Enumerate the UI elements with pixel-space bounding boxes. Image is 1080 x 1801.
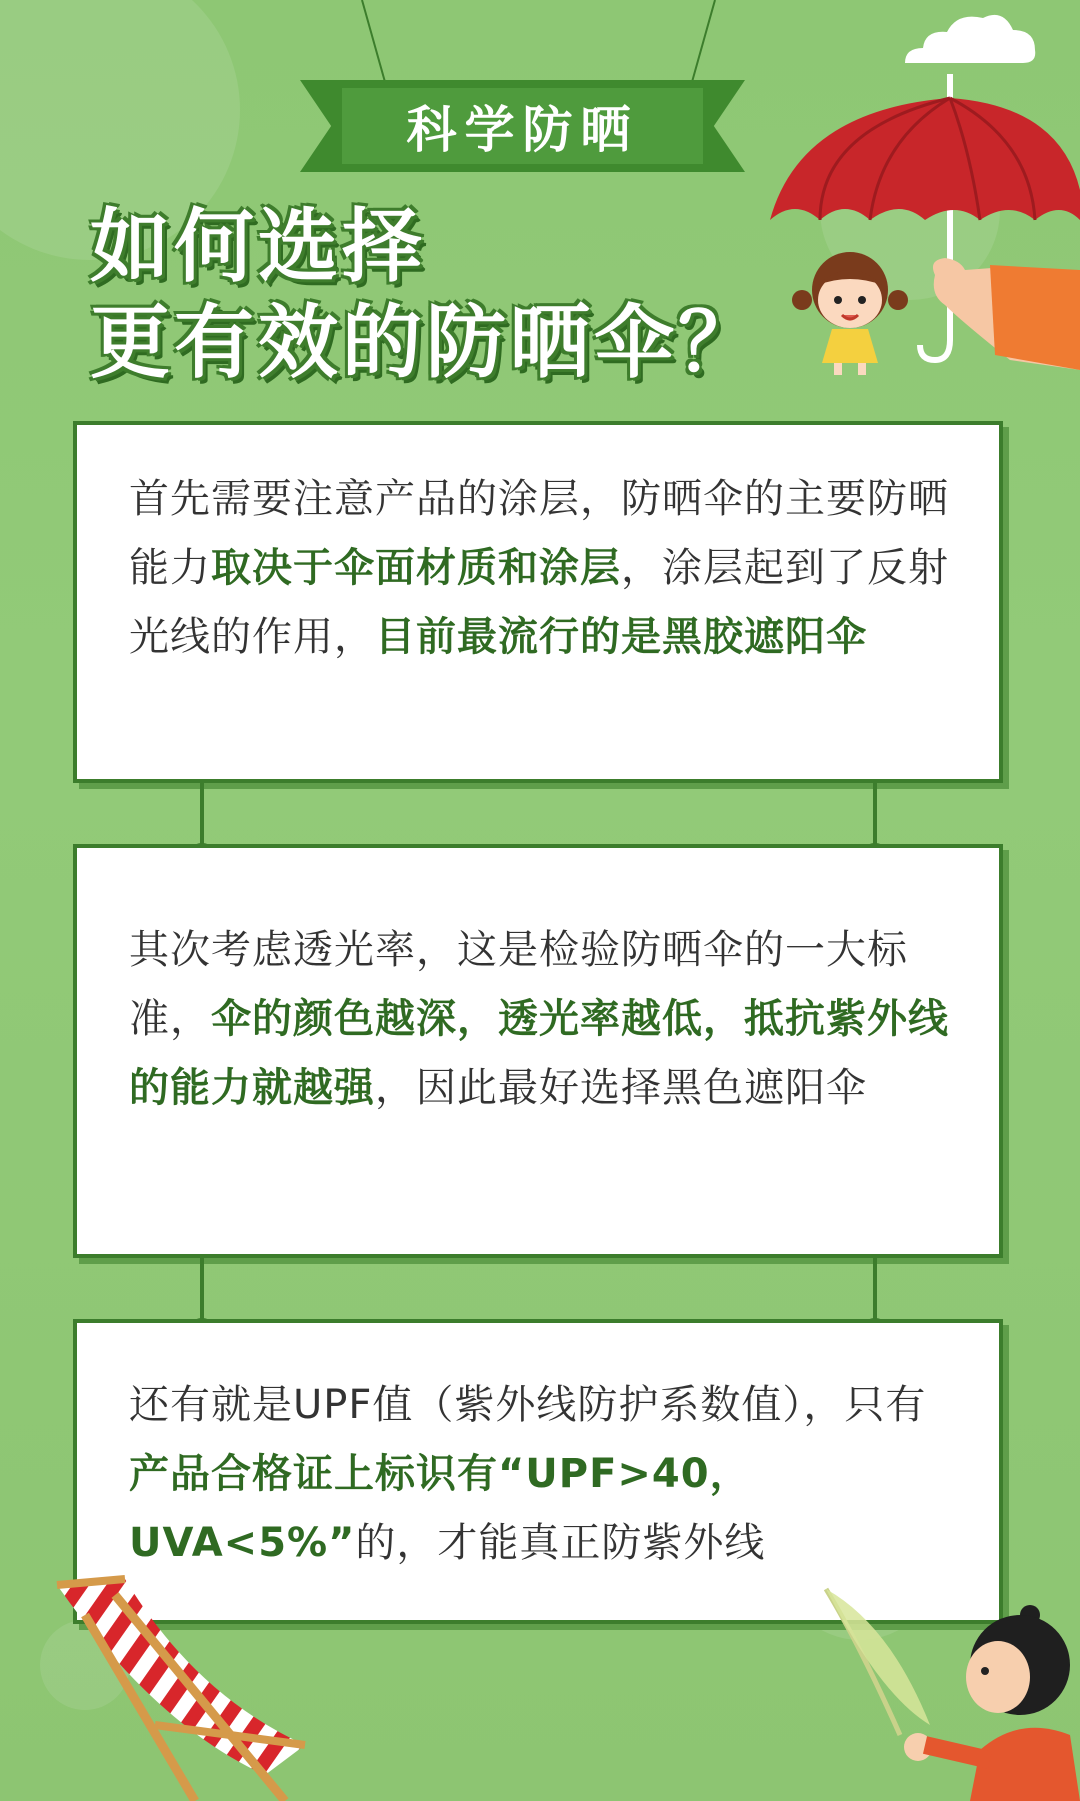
emphasis-text: 伞的颜色越深，透光率越低，抵抗紫外线的能力就越强 bbox=[129, 996, 949, 1111]
body-text: 首先需要注意产品的涂层，防晒伞的主要防晒能力 bbox=[129, 476, 949, 591]
banner-inner bbox=[342, 88, 703, 164]
deck-chair-icon bbox=[45, 1575, 345, 1801]
card-text bbox=[129, 465, 959, 672]
info-card-coating bbox=[73, 421, 1003, 783]
info-card-transmittance bbox=[73, 844, 1003, 1258]
girl-icon bbox=[790, 245, 910, 375]
banner-label: 科学防晒 bbox=[406, 101, 639, 159]
body-text: 还有就是UPF值（紫外线防护系数值），只有 bbox=[129, 1382, 927, 1428]
cloud-icon bbox=[895, 8, 1045, 68]
body-text: 其次考虑透光率，这是检验防晒伞的一大标准， bbox=[129, 927, 908, 1042]
body-text: ，因此最好选择黑色遮阳伞 bbox=[375, 1065, 867, 1111]
body-text: ，涂层起到了反射光线的作用， bbox=[129, 545, 949, 660]
emphasis-text: 产品合格证上标识有“UPF>40，UVA<5%” bbox=[129, 1451, 751, 1566]
header-banner bbox=[300, 80, 745, 172]
emphasis-text: 取决于伞面材质和涂层 bbox=[211, 545, 621, 591]
card-text bbox=[129, 916, 959, 1123]
emphasis-text: 目前最流行的是黑胶遮阳伞 bbox=[375, 614, 867, 660]
boy-with-umbrella-icon bbox=[820, 1585, 1080, 1801]
page-title-line-2: 更有效的防晒伞？ bbox=[90, 296, 762, 389]
page-title-line-1: 如何选择 bbox=[90, 200, 426, 293]
card-text bbox=[129, 1371, 959, 1578]
body-text: 的，才能真正防紫外线 bbox=[355, 1520, 766, 1566]
